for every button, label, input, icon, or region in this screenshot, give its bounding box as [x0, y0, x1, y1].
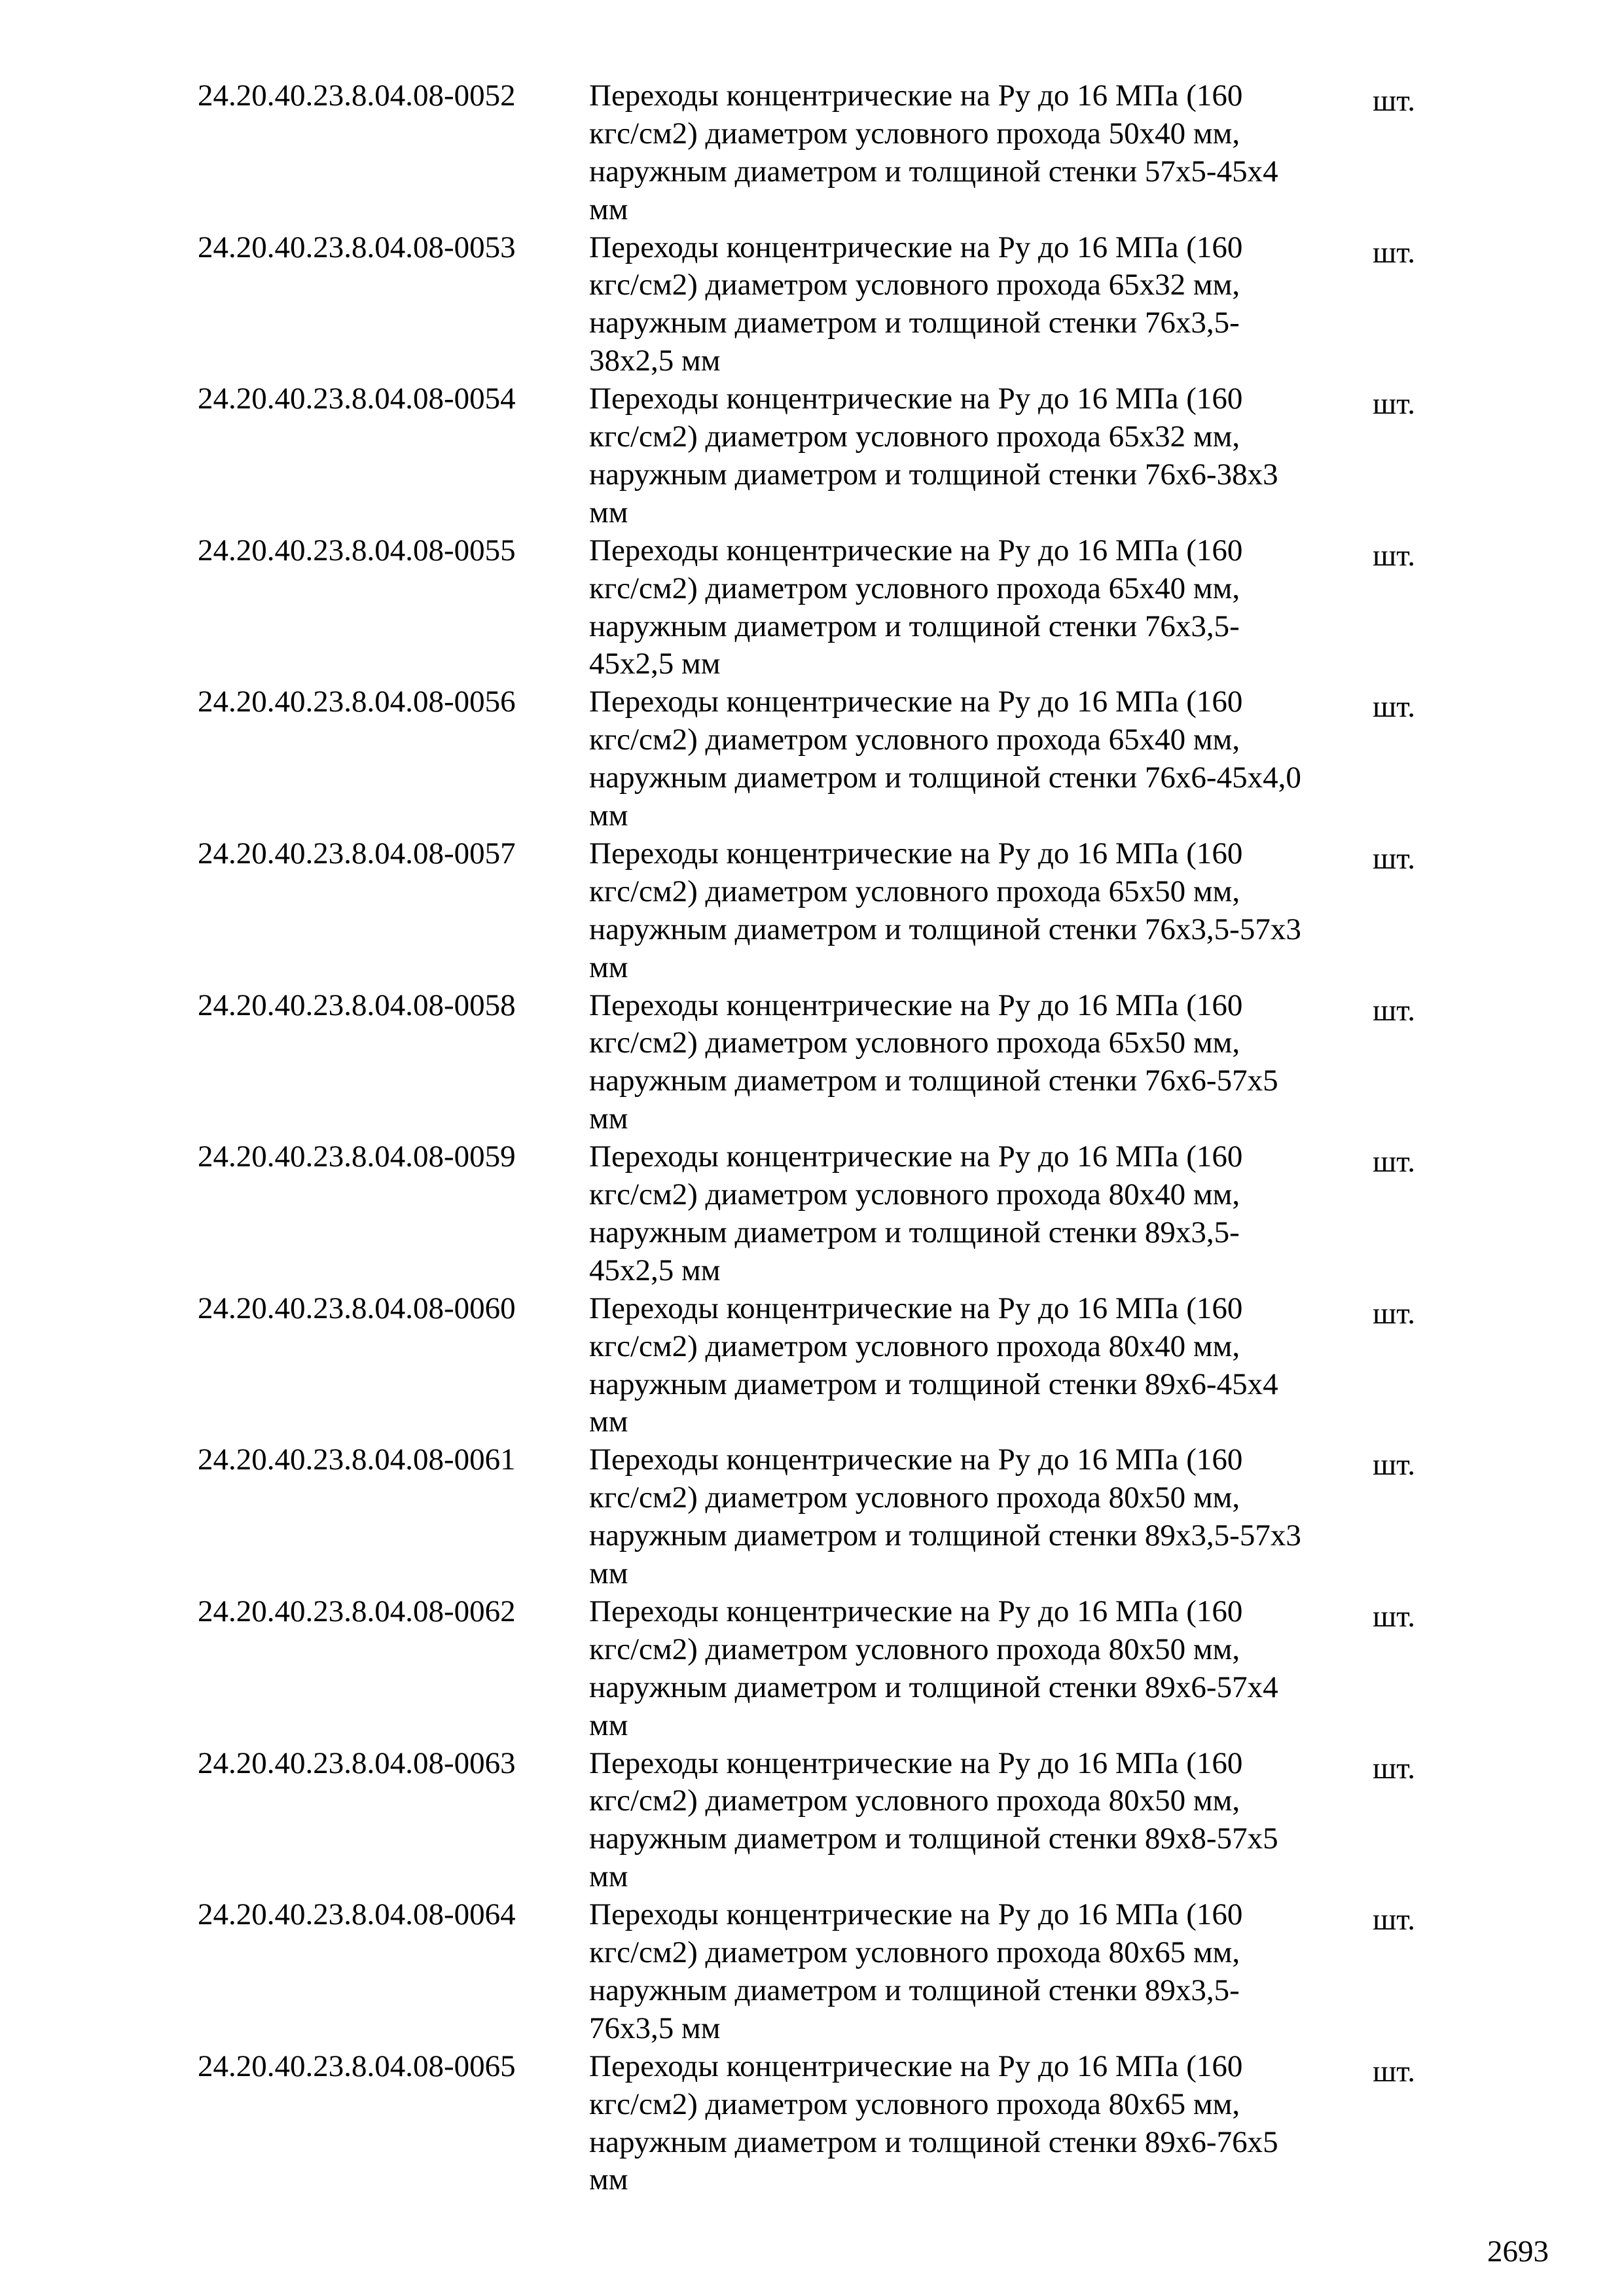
item-unit: шт.	[1373, 1448, 1415, 1482]
table-row	[198, 987, 1441, 1139]
description-line: мм	[589, 950, 628, 984]
description-line: наружным диаметром и толщиной стенки 89х6-45х4	[589, 1367, 1278, 1401]
item-unit: шт.	[1373, 235, 1415, 270]
description-line: наружным диаметром и толщиной стенки 89х6-76х5	[589, 2125, 1278, 2159]
item-unit: шт.	[1373, 1296, 1415, 1331]
description-line: кгс/см2) диаметром условного прохода 80х65 мм,	[589, 2087, 1240, 2121]
item-code: 24.20.40.23.8.04.08-0055	[198, 533, 516, 567]
item-unit: шт.	[1373, 387, 1415, 422]
description-line: Переходы концентрические на Ру до 16 МПа (160	[589, 1291, 1243, 1325]
item-unit: шт.	[1373, 690, 1415, 725]
description-line: наружным диаметром и толщиной стенки 89х8-57х5	[589, 1821, 1278, 1856]
description-line: Переходы концентрические на Ру до 16 МПа (160	[589, 533, 1243, 567]
table-row	[198, 1896, 1441, 2048]
description-line: 38х2,5 мм	[589, 344, 721, 378]
description-line: наружным диаметром и толщиной стенки 76х6-38х3	[589, 457, 1278, 492]
description-line: кгс/см2) диаметром условного прохода 65х50 мм,	[589, 1026, 1240, 1060]
description-line: мм	[589, 1405, 628, 1439]
description-line: кгс/см2) диаметром условного прохода 50х40 мм,	[589, 116, 1240, 151]
description-line: мм	[589, 2162, 628, 2197]
description-line: Переходы концентрические на Ру до 16 МПа (160	[589, 1139, 1243, 1174]
item-description	[589, 532, 1242, 684]
table-row	[198, 1290, 1441, 1442]
description-line: Переходы концентрические на Ру до 16 МПа (160	[589, 1897, 1243, 1932]
item-unit: шт.	[1373, 538, 1415, 573]
item-unit: шт.	[1373, 2054, 1415, 2089]
item-description	[589, 1593, 1278, 1745]
description-line: кгс/см2) диаметром условного прохода 65х32 мм,	[589, 420, 1240, 454]
item-description	[589, 1138, 1242, 1290]
description-line: 76х3,5 мм	[589, 2011, 721, 2045]
description-line: мм	[589, 798, 628, 833]
description-line: Переходы концентрические на Ру до 16 МПа (160	[589, 836, 1243, 870]
description-line: кгс/см2) диаметром условного прохода 65х40 мм,	[589, 723, 1240, 757]
description-line: Переходы концентрические на Ру до 16 МПа (160	[589, 1746, 1243, 1780]
table-row	[198, 1745, 1441, 1897]
description-line: кгс/см2) диаметром условного прохода 80х50 мм,	[589, 1784, 1240, 1818]
description-line: Переходы концентрические на Ру до 16 МПа (160	[589, 988, 1243, 1022]
description-line: наружным диаметром и толщиной стенки 89х6-57х4	[589, 1670, 1278, 1704]
item-code: 24.20.40.23.8.04.08-0063	[198, 1746, 516, 1780]
description-line: мм	[589, 1859, 628, 1894]
description-line: кгс/см2) диаметром условного прохода 80х50 мм,	[589, 1480, 1240, 1515]
item-description	[589, 2048, 1278, 2200]
description-line: наружным диаметром и толщиной стенки 89х3,5-	[589, 1973, 1240, 2007]
item-description	[589, 987, 1278, 1139]
item-code: 24.20.40.23.8.04.08-0059	[198, 1139, 516, 1174]
description-line: кгс/см2) диаметром условного прохода 65х50 мм,	[589, 874, 1240, 908]
description-line: наружным диаметром и толщиной стенки 89х3,5-	[589, 1215, 1240, 1249]
description-line: Переходы концентрические на Ру до 16 МПа (160	[589, 79, 1243, 113]
item-code: 24.20.40.23.8.04.08-0062	[198, 1594, 516, 1628]
item-description	[589, 1290, 1278, 1442]
table-row	[198, 380, 1441, 532]
item-description	[589, 1745, 1278, 1897]
item-description	[589, 1896, 1242, 2048]
catalog-table	[198, 77, 1441, 2199]
item-code: 24.20.40.23.8.04.08-0065	[198, 2049, 516, 2083]
table-row	[198, 1593, 1441, 1745]
description-line: мм	[589, 495, 628, 529]
item-code: 24.20.40.23.8.04.08-0061	[198, 1443, 516, 1477]
description-line: мм	[589, 1102, 628, 1136]
item-code: 24.20.40.23.8.04.08-0054	[198, 382, 516, 416]
description-line: наружным диаметром и толщиной стенки 76х3,5-	[589, 306, 1240, 340]
description-line: Переходы концентрические на Ру до 16 МПа (160	[589, 230, 1243, 264]
table-row	[198, 532, 1441, 684]
description-line: наружным диаметром и толщиной стенки 76х3,5-	[589, 609, 1240, 643]
item-code: 24.20.40.23.8.04.08-0057	[198, 836, 516, 870]
description-line: кгс/см2) диаметром условного прохода 80х50 мм,	[589, 1632, 1240, 1666]
description-line: Переходы концентрические на Ру до 16 МПа (160	[589, 1443, 1243, 1477]
item-code: 24.20.40.23.8.04.08-0052	[198, 79, 516, 113]
item-unit: шт.	[1373, 84, 1415, 118]
description-line: наружным диаметром и толщиной стенки 57х5-45х4	[589, 154, 1278, 188]
item-code: 24.20.40.23.8.04.08-0060	[198, 1291, 516, 1325]
table-row	[198, 2048, 1441, 2200]
item-code: 24.20.40.23.8.04.08-0064	[198, 1897, 516, 1932]
description-line: кгс/см2) диаметром условного прохода 80х40 мм,	[589, 1329, 1240, 1363]
description-line: Переходы концентрические на Ру до 16 МПа (160	[589, 685, 1243, 719]
description-line: Переходы концентрические на Ру до 16 МПа (160	[589, 2049, 1243, 2083]
description-line: наружным диаметром и толщиной стенки 76х3,5-57х3	[589, 912, 1301, 946]
item-description	[589, 835, 1301, 987]
item-unit: шт.	[1373, 1599, 1415, 1634]
description-line: наружным диаметром и толщиной стенки 76х6-57х5	[589, 1064, 1278, 1098]
item-unit: шт.	[1373, 841, 1415, 876]
table-row	[198, 229, 1441, 381]
description-line: Переходы концентрические на Ру до 16 МПа (160	[589, 382, 1243, 416]
item-unit: шт.	[1373, 1145, 1415, 1179]
description-line: кгс/см2) диаметром условного прохода 65х32 мм,	[589, 268, 1240, 302]
item-description	[589, 229, 1242, 381]
item-unit: шт.	[1373, 1751, 1415, 1785]
table-row	[198, 77, 1441, 229]
description-line: Переходы концентрические на Ру до 16 МПа (160	[589, 1594, 1243, 1628]
description-line: кгс/см2) диаметром условного прохода 80х40 мм,	[589, 1177, 1240, 1212]
item-code: 24.20.40.23.8.04.08-0053	[198, 230, 516, 264]
page-number: 2693	[1487, 2234, 1549, 2269]
item-description	[589, 1441, 1301, 1593]
description-line: кгс/см2) диаметром условного прохода 80х65 мм,	[589, 1935, 1240, 1970]
item-unit: шт.	[1373, 1903, 1415, 1937]
description-line: мм	[589, 192, 628, 226]
description-line: кгс/см2) диаметром условного прохода 65х40 мм,	[589, 571, 1240, 605]
table-row	[198, 683, 1441, 835]
item-description	[589, 380, 1278, 532]
description-line: 45х2,5 мм	[589, 647, 721, 681]
description-line: мм	[589, 1556, 628, 1591]
item-description	[589, 683, 1301, 835]
table-row	[198, 835, 1441, 987]
description-line: наружным диаметром и толщиной стенки 76х6-45х4,0	[589, 761, 1301, 795]
item-code: 24.20.40.23.8.04.08-0058	[198, 988, 516, 1022]
item-description	[589, 77, 1278, 229]
description-line: наружным диаметром и толщиной стенки 89х3,5-57х3	[589, 1518, 1301, 1553]
item-code: 24.20.40.23.8.04.08-0056	[198, 685, 516, 719]
table-row	[198, 1441, 1441, 1593]
description-line: мм	[589, 1708, 628, 1742]
item-unit: шт.	[1373, 993, 1415, 1028]
description-line: 45х2,5 мм	[589, 1253, 721, 1287]
table-row	[198, 1138, 1441, 1290]
